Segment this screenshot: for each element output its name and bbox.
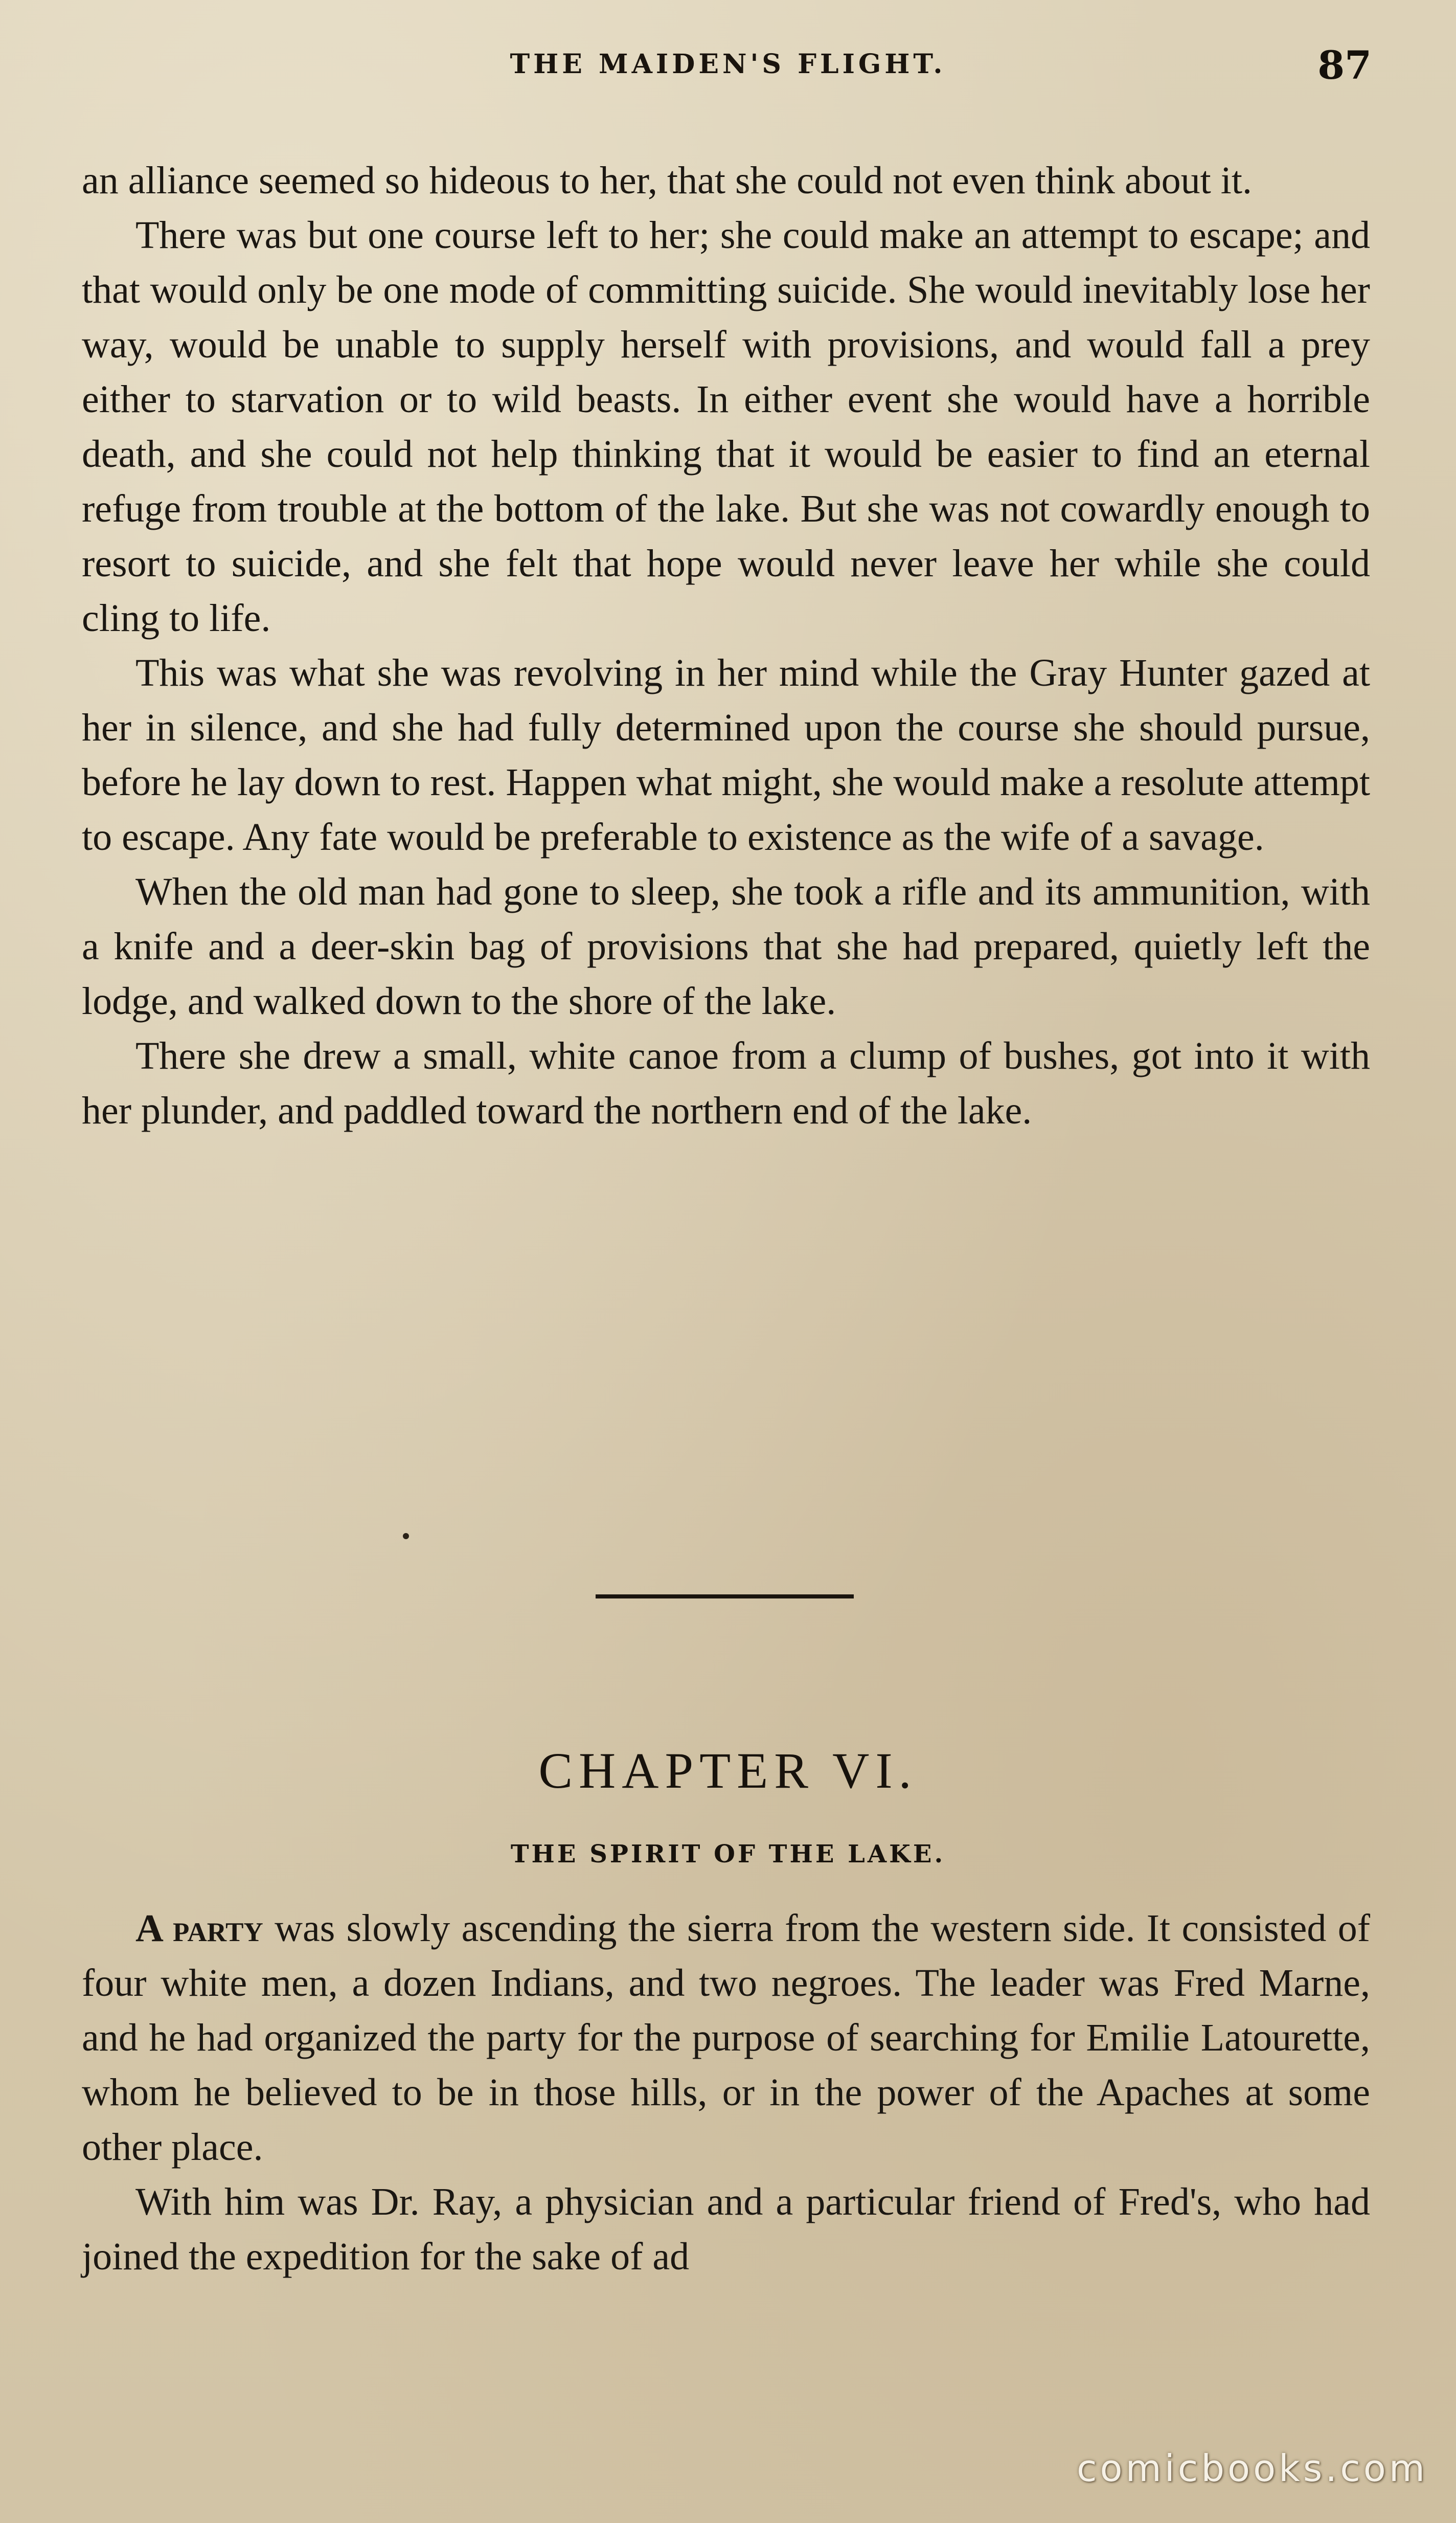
stray-ink-dot: [403, 1533, 409, 1539]
paragraph-continuation: an alliance seemed so hideous to her, that she could not even think about it.: [82, 159, 1253, 202]
chapter-subtitle: THE SPIRIT OF THE LAKE.: [510, 1840, 946, 1868]
paragraph-resolution: This was what she was revolving in her mind while the Gray Hunter gazed at her in silence, and she had fully determined upon the course she should pursue, before he lay down to rest. Happen what might, she would make a resolute attempt to escape. Any fate would be preferable to existence as the wife of a savage.: [82, 651, 1370, 859]
chapter-paragraph-party-text: was slowly ascending the sierra from the western side. It consisted of four white men, a dozen Indians, and two negroes. The leader was Fred Marne, and he had organized the party for the purpose of searching for Emilie Latourette, whom he believed to be in those hills, or in the power of the Apaches at some other place.: [82, 1907, 1371, 2169]
running-head: [0, 42, 1456, 105]
paragraph-canoe: There she drew a small, white canoe from a clump of bushes, got into it with her plunder, and paddled toward the northern end of the lake.: [82, 1034, 1370, 1132]
section-divider-rule: [596, 1594, 854, 1598]
body-text: [82, 153, 1370, 1138]
page-number: 87: [1317, 42, 1372, 88]
chapter-paragraph-dr-ray: With him was Dr. Ray, a physician and a particular friend of Fred's, who had joined the expedition for the sake of ad: [82, 2180, 1370, 2278]
chapter-paragraph-party: [82, 1901, 1370, 2175]
running-title: THE MAIDEN'S FLIGHT.: [510, 49, 946, 80]
site-watermark: comicbooks.com: [1076, 2447, 1428, 2490]
paragraph-leaving-lodge: When the old man had gone to sleep, she took a rifle and its ammunition, with a knife and a deer-skin bag of provisions that she had prepared, quietly left the lodge, and walked down to the shore of the lake.: [82, 870, 1370, 1023]
chapter-body-text: [82, 1901, 1370, 2284]
chapter-title: CHAPTER VI.: [538, 1742, 918, 1799]
chapter-opening-words: A party: [135, 1907, 263, 1950]
paragraph-escape-thoughts: There was but one course left to her; she could make an attempt to escape; and that would only be one mode of committing suicide. She would inevitably lose her way, would be unable to supply herself with provisions, and would fall a prey either to starvation or to wild beasts. In either event she would have a horrible death, and she could not help thinking that it would be easier to find an eternal refuge from trouble at the bottom of the lake. But she was not cowardly enough to resort to suicide, and she felt that hope would never leave her while she could cling to life.: [82, 214, 1370, 640]
